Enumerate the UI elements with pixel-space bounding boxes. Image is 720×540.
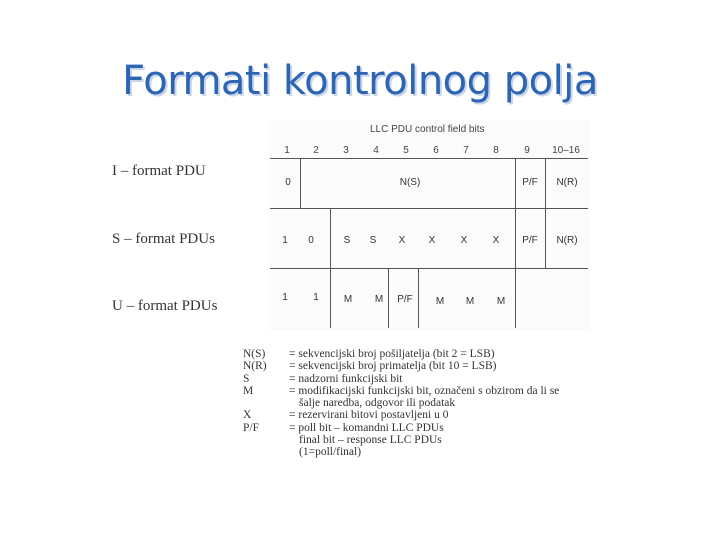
s-cell: X (492, 235, 500, 246)
legend-text: final bit – response LLC PDUs (299, 434, 442, 447)
s-cell: S (343, 235, 351, 246)
cell-divider (330, 208, 331, 328)
legend-item (243, 348, 559, 360)
i-cell: P/F (522, 177, 538, 188)
table-border-top (270, 158, 588, 159)
bit-number: 6 (433, 145, 439, 156)
legend-text: šalje naredba, odgovor ili podatak (299, 397, 456, 410)
u-cell: 1 (282, 292, 288, 303)
figure-header: LLC PDU control field bits (370, 124, 485, 135)
u-format-label: U – format PDUs (112, 298, 218, 314)
bit-number: 5 (403, 145, 409, 156)
s-cell: S (369, 235, 377, 246)
bit-number: 1 (284, 145, 290, 156)
bit-number: 8 (493, 145, 499, 156)
cell-divider (545, 158, 546, 268)
legend-text: = rezervirani bitovi postavljeni u 0 (289, 409, 449, 422)
legend-text: = sekvencijski broj primatelja (bit 10 = LSB) (289, 360, 497, 373)
u-cell: M (343, 294, 353, 305)
u-cell: P/F (397, 294, 413, 305)
legend-text: = sekvencijski broj pošiljatelja (bit 2 = LSB) (289, 348, 495, 360)
i-format-label: I – format PDU (112, 163, 206, 179)
legend-key: P/F (243, 421, 259, 434)
u-cell: M (465, 296, 475, 307)
s-cell: P/F (522, 235, 538, 246)
legend-item (243, 409, 559, 421)
legend-key: S (243, 372, 250, 385)
bit-number: 3 (343, 145, 349, 156)
legend-item (243, 446, 559, 458)
bit-number: 4 (373, 145, 379, 156)
s-cell: X (398, 235, 406, 246)
s-cell: 1 (282, 235, 288, 246)
u-cell: M (435, 296, 445, 307)
i-cell: N(R) (556, 177, 578, 188)
slide-title: Formati kontrolnog polja (122, 58, 598, 104)
legend-item (243, 422, 559, 434)
s-cell: N(R) (556, 235, 578, 246)
legend-key: N(S) (243, 348, 266, 360)
legend-item (243, 434, 559, 446)
u-cell: M (496, 296, 506, 307)
legend-text: (1=poll/final) (299, 446, 362, 459)
bit-number: 9 (524, 145, 530, 156)
legend-item (243, 385, 559, 397)
legend-item (243, 373, 559, 385)
bit-number: 7 (463, 145, 469, 156)
legend-item (243, 360, 559, 372)
u-cell: M (374, 294, 384, 305)
table-row-divider (270, 268, 588, 269)
s-cell: X (428, 235, 436, 246)
s-format-label: S – format PDUs (112, 231, 215, 247)
u-cell: 1 (313, 292, 319, 303)
bit-number: 2 (313, 145, 319, 156)
s-cell: 0 (308, 235, 314, 246)
legend-key: N(R) (243, 360, 267, 373)
legend-text: = nadzorni funkcijski bit (289, 372, 403, 385)
legend-text: = modifikacijski funkcijski bit, označeni s obzirom da li se (289, 384, 560, 397)
legend-item (243, 397, 559, 409)
i-cell: 0 (285, 177, 291, 188)
bit-number: 10–16 (552, 145, 580, 156)
legend-key: X (243, 409, 252, 422)
legend-key: M (243, 384, 254, 397)
table-row-divider (270, 208, 588, 209)
legend-text: = poll bit – komandni LLC PDUs (289, 421, 444, 434)
i-cell: N(S) (399, 177, 421, 188)
legend (243, 348, 559, 459)
s-cell: X (460, 235, 468, 246)
